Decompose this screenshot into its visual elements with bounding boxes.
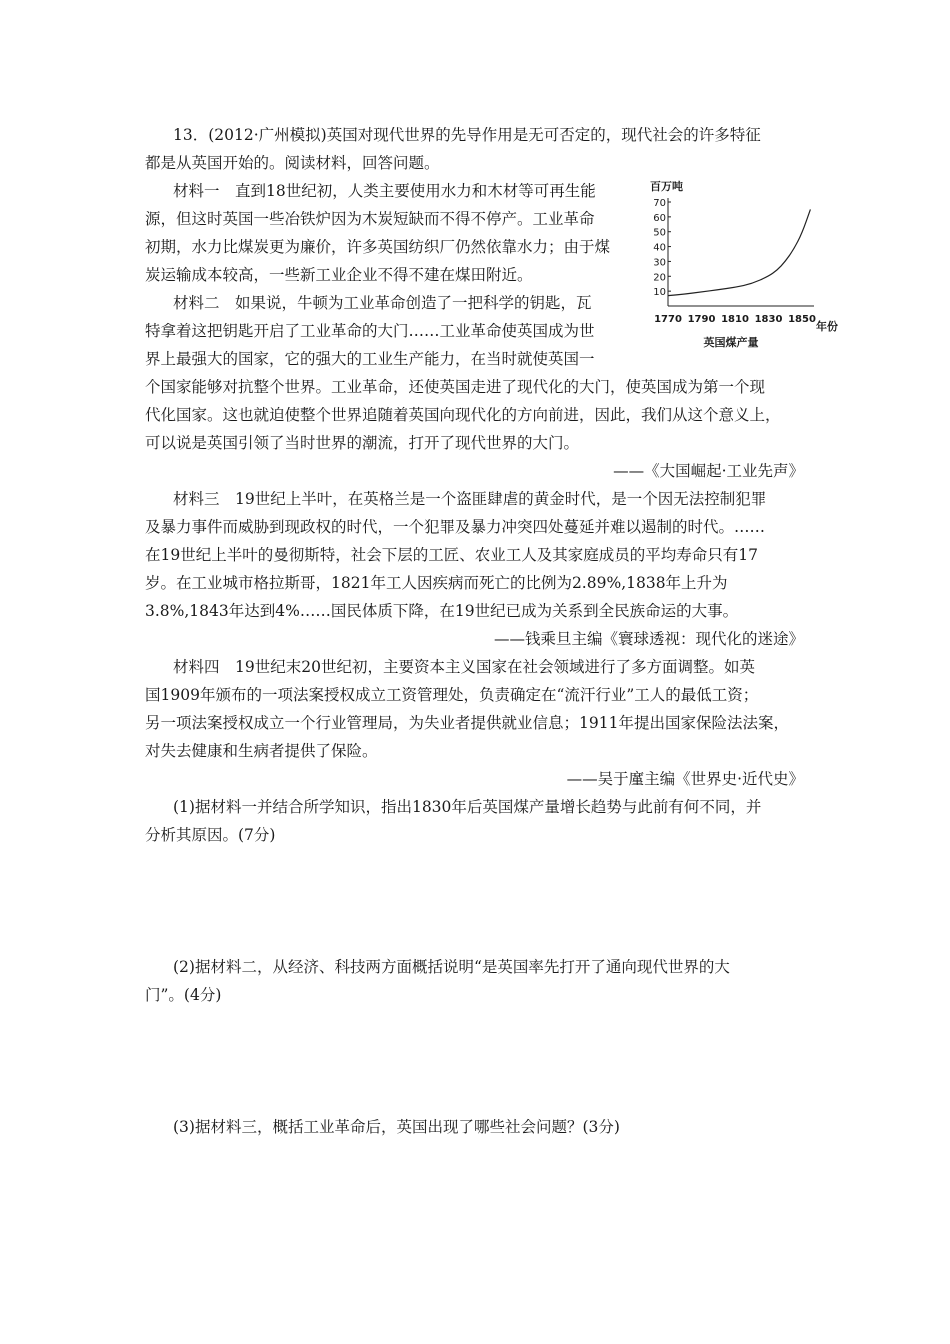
chart-y-tick-label: 40 [653, 242, 666, 254]
chart-x-tick-label: 1850 [788, 314, 816, 325]
chart-x-tick-label: 1770 [654, 314, 682, 325]
material1-line-4: 炭运输成本较高，一些新工业企业不得不建在煤田附近。 [145, 266, 533, 284]
material3-line-5: 3.8%,1843年达到4%……国民体质下降，在19世纪已成为关系到全民族命运的大事。 [145, 602, 739, 620]
chart-y-tick-label: 50 [653, 227, 666, 239]
material3-line-3: 在19世纪上半叶的曼彻斯特，社会下层的工匠、农业工人及其家庭成员的平均寿命只有17 [145, 546, 758, 564]
chart-title: 英国煤产量 [703, 336, 759, 349]
chart-series [668, 209, 810, 295]
material4-source: ——吴于廑主编《世界史·近代史》 [566, 770, 804, 788]
material3-line-2: 及暴力事件而威胁到现政权的时代，一个犯罪及暴力冲突四处蔓延并难以遏制的时代。…… [145, 518, 766, 536]
material2-line-5: 代化国家。这也就迫使整个世界追随着英国向现代化的方向前进，因此，我们从这个意义上， [145, 406, 781, 424]
material3-line-1: 材料三 19世纪上半叶，在英格兰是一个盗匪肆虐的黄金时代，是一个因无法控制犯罪 [173, 490, 767, 508]
chart-ylabel: 百万吨 [650, 180, 683, 193]
chart-y-tick-label: 20 [653, 272, 666, 284]
material4-line-1: 材料四 19世纪末20世纪初，主要资本主义国家在社会领域进行了多方面调整。如英 [173, 658, 755, 676]
chart-y-tick-label: 60 [653, 212, 666, 224]
q2-line-1: (2)据材料二，从经济、科技两方面概括说明“是英国率先打开了通向现代世界的大 [173, 958, 730, 976]
q2-line-2: 门”。(4分) [145, 986, 222, 1004]
chart-xlabel: 年份 [816, 320, 838, 333]
chart-x-tick-label: 1790 [687, 314, 716, 325]
question-line-1: 13．(2012·广州模拟)英国对现代世界的先导作用是无可否定的，现代社会的许多特征 [173, 126, 761, 144]
chart-series-line [668, 209, 810, 295]
material4-line-3: 另一项法案授权成立一个行业管理局，为失业者提供就业信息；1911年提出国家保险法法案， [145, 714, 789, 732]
chart-y-tick-label: 30 [653, 257, 666, 269]
chart-x-ticks [654, 314, 816, 325]
chart-x-tick-label: 1830 [754, 314, 783, 325]
material3-line-4: 岁。在工业城市格拉斯哥，1821年工人因疾病而死亡的比例为2.89%,1838年上升为 [145, 574, 728, 592]
material2-line-6: 可以说是英国引领了当时世界的潮流，打开了现代世界的大门。 [145, 434, 580, 452]
coal-production-chart [646, 178, 856, 353]
material4-line-2: 国1909年颁布的一项法案授权成立工资管理处，负责确定在“流汗行业”工人的最低工资； [145, 686, 759, 704]
material4-line-4: 对失去健康和生病者提供了保险。 [145, 742, 378, 760]
material1-line-2: 源，但这时英国一些冶铁炉因为木炭短缺而不得不停产。工业革命 [145, 210, 595, 228]
material3-source: ——钱乘旦主编《寰球透视：现代化的迷途》 [493, 630, 804, 648]
material2-line-1: 材料二 如果说，牛顿为工业革命创造了一把科学的钥匙，瓦 [173, 294, 592, 312]
material1-line-3: 初期，水力比煤炭更为廉价，许多英国纺织厂仍然依靠水力；由于煤 [145, 238, 611, 256]
material2-line-3: 界上最强大的国家，它的强大的工业生产能力，在当时就使英国一 [145, 350, 595, 368]
material2-source: ——《大国崛起·工业先声》 [613, 462, 804, 480]
chart-y-tick-label: 10 [653, 287, 666, 299]
material2-line-2: 特拿着这把钥匙开启了工业革命的大门……工业革命使英国成为世 [145, 322, 595, 340]
chart-y-tick-label: 70 [653, 198, 666, 209]
q1-line-1: (1)据材料一并结合所学知识，指出1830年后英国煤产量增长趋势与此前有何不同，并 [173, 798, 762, 816]
material2-line-4: 个国家能够对抗整个世界。工业革命，还使英国走进了现代化的大门，使英国成为第一个现 [145, 378, 766, 396]
q3-line-1: (3)据材料三，概括工业革命后，英国出现了哪些社会问题？(3分) [173, 1118, 620, 1136]
chart-x-tick-label: 1810 [721, 314, 749, 325]
q1-line-2: 分析其原因。(7分) [145, 826, 276, 844]
question-line-2: 都是从英国开始的。阅读材料，回答问题。 [145, 154, 440, 172]
material1-line-1: 材料一 直到18世纪初，人类主要使用水力和木材等可再生能 [173, 182, 596, 200]
